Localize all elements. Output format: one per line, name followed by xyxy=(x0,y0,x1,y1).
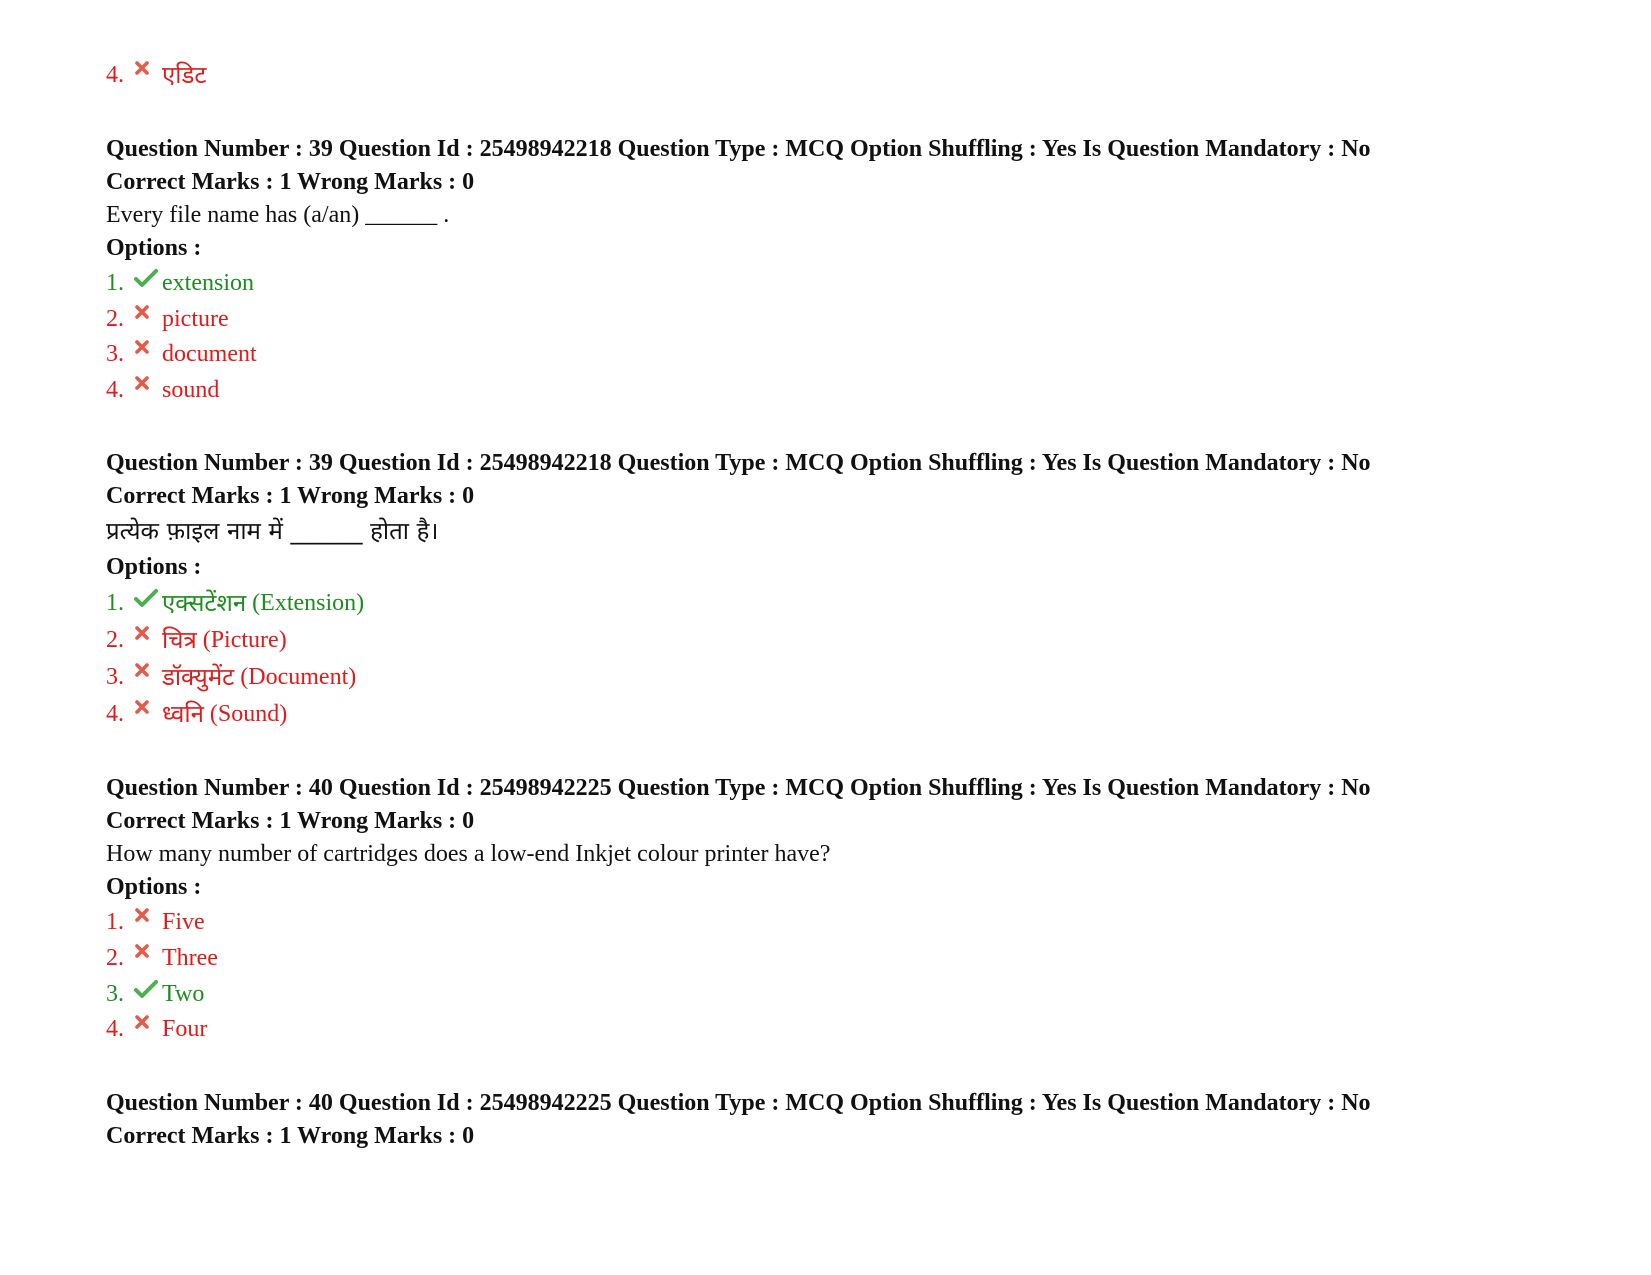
option-text: Five xyxy=(162,909,205,935)
option-number: 1. xyxy=(106,909,124,935)
option-text-hindi: ध्वनि xyxy=(162,700,204,728)
options-label: Options : xyxy=(106,874,202,900)
option-text: document xyxy=(162,341,257,367)
cross-icon xyxy=(132,907,162,937)
question-marks: Correct Marks : 1 Wrong Marks : 0 xyxy=(106,169,475,195)
check-icon xyxy=(132,588,162,618)
option-row xyxy=(106,304,229,334)
question-text: Every file name has (a/an) ______ . xyxy=(106,202,450,228)
option-row xyxy=(106,662,356,692)
options-label: Options : xyxy=(106,554,202,580)
cross-icon xyxy=(132,304,162,334)
option-row xyxy=(106,699,287,729)
option-number: 2. xyxy=(106,306,124,332)
option-row xyxy=(106,339,257,369)
option-number: 3. xyxy=(106,664,124,690)
cross-icon xyxy=(132,1014,162,1044)
option-number: 4. xyxy=(106,701,124,727)
option-row xyxy=(106,375,219,405)
question-marks: Correct Marks : 1 Wrong Marks : 0 xyxy=(106,808,475,834)
option-text: picture xyxy=(162,306,229,332)
option-text-english: (Sound) xyxy=(209,701,288,727)
cross-icon xyxy=(132,375,162,405)
option-number: 4. xyxy=(106,62,124,88)
question-text: प्रत्येक फ़ाइल नाम में ______ होता है। xyxy=(106,517,439,545)
option-text: Three xyxy=(162,945,218,971)
question-header: Question Number : 39 Question Id : 25498942218 Question Type : MCQ Option Shuffling : Yes Is Question Mandatory : No xyxy=(106,136,1371,162)
option-number: 4. xyxy=(106,377,124,403)
check-icon xyxy=(132,268,162,298)
option-text: एडिट xyxy=(162,61,207,89)
option-row xyxy=(106,1014,207,1044)
option-row xyxy=(106,625,287,655)
option-text-hindi: डॉक्युमेंट xyxy=(162,663,235,691)
option-text-english: (Picture) xyxy=(202,627,287,653)
question-text: How many number of cartridges does a low-end Inkjet colour printer have? xyxy=(106,841,831,867)
option-text-hindi: एक्सटेंशन xyxy=(162,589,247,617)
option-row xyxy=(106,943,218,973)
option-text: Two xyxy=(162,981,205,1007)
cross-icon xyxy=(132,625,162,655)
option-text: Four xyxy=(162,1016,208,1042)
question-header: Question Number : 40 Question Id : 25498942225 Question Type : MCQ Option Shuffling : Yes Is Question Mandatory : No xyxy=(106,1090,1371,1116)
option-number: 1. xyxy=(106,270,124,296)
question-marks: Correct Marks : 1 Wrong Marks : 0 xyxy=(106,1123,475,1149)
options-label: Options : xyxy=(106,235,202,261)
cross-icon xyxy=(132,60,162,90)
option-text-english: (Extension) xyxy=(252,590,365,616)
option-text: extension xyxy=(162,270,254,296)
option-number: 2. xyxy=(106,627,124,653)
option-text: sound xyxy=(162,377,220,403)
question-header: Question Number : 40 Question Id : 25498942225 Question Type : MCQ Option Shuffling : Yes Is Question Mandatory : No xyxy=(106,775,1371,801)
cross-icon xyxy=(132,699,162,729)
cross-icon xyxy=(132,943,162,973)
option-number: 4. xyxy=(106,1016,124,1042)
option-row xyxy=(106,907,205,937)
option-text-hindi: चित्र xyxy=(162,626,197,654)
option-number: 1. xyxy=(106,590,124,616)
option-row xyxy=(106,979,204,1009)
option-number: 3. xyxy=(106,981,124,1007)
option-row xyxy=(106,60,206,90)
option-row xyxy=(106,588,364,618)
option-number: 3. xyxy=(106,341,124,367)
question-header: Question Number : 39 Question Id : 25498942218 Question Type : MCQ Option Shuffling : Yes Is Question Mandatory : No xyxy=(106,450,1371,476)
cross-icon xyxy=(132,662,162,692)
option-row xyxy=(106,268,254,298)
option-text-english: (Document) xyxy=(240,664,357,690)
cross-icon xyxy=(132,339,162,369)
question-marks: Correct Marks : 1 Wrong Marks : 0 xyxy=(106,483,475,509)
option-number: 2. xyxy=(106,945,124,971)
check-icon xyxy=(132,979,162,1009)
